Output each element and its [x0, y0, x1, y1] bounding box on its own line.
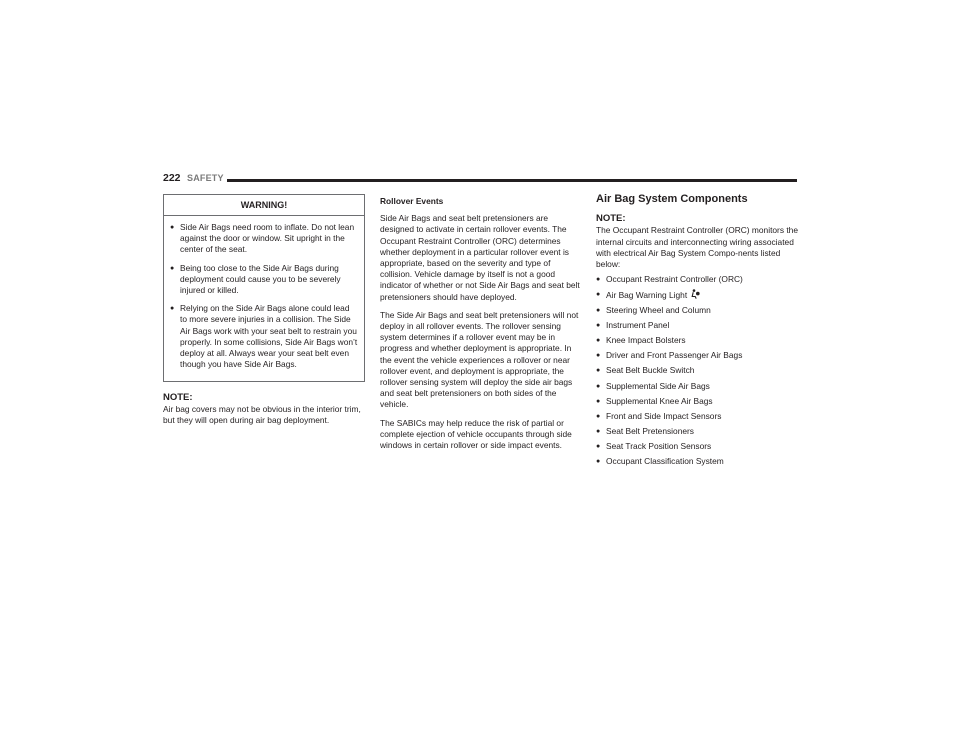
list-item	[596, 305, 800, 320]
list-item-text: Supplemental Side Air Bags	[606, 380, 710, 391]
bullet-icon: ●	[596, 291, 601, 299]
components-list	[596, 274, 800, 471]
list-item	[596, 456, 800, 471]
list-item-text: Knee Impact Bolsters	[606, 334, 686, 345]
warning-item	[170, 222, 358, 256]
bullet-icon: ●	[596, 352, 601, 360]
list-item-text: Occupant Classification System	[606, 456, 724, 467]
list-item-text: Seat Belt Buckle Switch	[606, 365, 695, 376]
note-label: NOTE:	[163, 392, 193, 404]
bullet-icon: ●	[596, 397, 601, 405]
warning-list	[164, 216, 364, 381]
list-item	[596, 441, 800, 456]
list-item	[596, 335, 800, 350]
bullet-icon: ●	[596, 412, 601, 420]
bullet-icon: ●	[596, 443, 601, 451]
section-heading: Air Bag System Components	[596, 193, 748, 205]
list-item	[596, 289, 800, 304]
list-item	[596, 396, 800, 411]
warning-item	[170, 263, 358, 297]
note-text: Air bag covers may not be obvious in the interior trim, but they will open during air bag deployment.	[163, 403, 361, 425]
middle-column	[380, 194, 582, 458]
note-text: The Occupant Restraint Controller (ORC) monitors the internal circuits and interconnecting wiring associated with electrical Air Bag System Compo-nents listed below:	[596, 225, 799, 270]
bullet-icon: ●	[596, 276, 601, 284]
warning-item	[170, 303, 358, 370]
paragraph: The Side Air Bags and seat belt pretensioners will not deploy in all rollover events. The rollover sensing system determines if a rollover event may be in progress and whether deployment is appropriate. In the event the vehicle experiences a rollover or near rollover event, and deployment is appropriate, the rollover sensing system will deploy the side air bags and seat belt pretensioners on both sides of the vehicle.	[380, 309, 579, 410]
note-label: NOTE:	[596, 213, 626, 225]
list-item-text: Driver and Front Passenger Air Bags	[606, 350, 743, 361]
airbag-warning-icon	[691, 289, 700, 302]
bullet-icon: ●	[596, 382, 601, 390]
warning-text: Being too close to the Side Air Bags during deployment could cause you to be severely injured or killed.	[180, 262, 341, 296]
bullet-icon: ●	[596, 306, 601, 314]
list-item	[596, 411, 800, 426]
bullet-icon: ●	[170, 305, 175, 313]
page-number: 222	[163, 172, 181, 184]
list-item-text: Front and Side Impact Sensors	[606, 410, 722, 421]
bullet-icon: ●	[596, 367, 601, 375]
bullet-icon: ●	[170, 224, 175, 231]
warning-title: WARNING!	[164, 195, 364, 216]
list-item-text: Seat Track Position Sensors	[606, 441, 712, 452]
bullet-icon: ●	[596, 336, 601, 344]
section-name: SAFETY	[187, 173, 224, 183]
list-item-text: Air Bag Warning Light	[606, 290, 688, 301]
right-column	[596, 194, 800, 472]
paragraph: Side Air Bags and seat belt pretensioners are designed to activate in certain rollover events. The Occupant Restraint Controller (ORC) determines whether deployment in a particular rollover event is appropriate, based on the severity and type of collision. Vehicle damage by itself is not a good indicator of whether or not Side Air Bags and seat belt pretensioners should have deployed.	[380, 213, 580, 302]
list-item-text: Supplemental Knee Air Bags	[606, 395, 713, 406]
header-rule	[227, 179, 797, 182]
bullet-icon: ●	[596, 428, 601, 436]
warning-text: Relying on the Side Air Bags alone could lead to more severe injuries in a collision. The Side Air Bags work with your seat belt to restrain you properly. In some collisions, Side Air Bags won’t deploy at all. Always wear your seat belt even though you have Side Air Bags.	[180, 303, 358, 370]
warning-box	[163, 194, 365, 382]
list-item	[596, 274, 800, 289]
page-header	[163, 172, 797, 188]
list-item	[596, 426, 800, 441]
list-item	[596, 350, 800, 365]
paragraph: The SABICs may help reduce the risk of partial or complete ejection of vehicle occupants through side windows in certain rollover or side impact events.	[380, 417, 572, 451]
warning-text: Side Air Bags need room to inflate. Do not lean against the door or window. Sit upright in the center of the seat.	[180, 222, 355, 255]
list-item-text: Instrument Panel	[606, 319, 670, 330]
bullet-icon: ●	[170, 264, 175, 272]
left-column	[163, 194, 365, 433]
rollover-subheading: Rollover Events	[380, 196, 444, 206]
list-item-text: Steering Wheel and Column	[606, 304, 711, 315]
bullet-icon: ●	[596, 458, 601, 466]
list-item	[596, 365, 800, 380]
list-item	[596, 320, 800, 335]
bullet-icon: ●	[596, 321, 601, 329]
list-item-text: Seat Belt Pretensioners	[606, 426, 694, 437]
list-item-text: Occupant Restraint Controller (ORC)	[606, 274, 743, 285]
list-item	[596, 381, 800, 396]
